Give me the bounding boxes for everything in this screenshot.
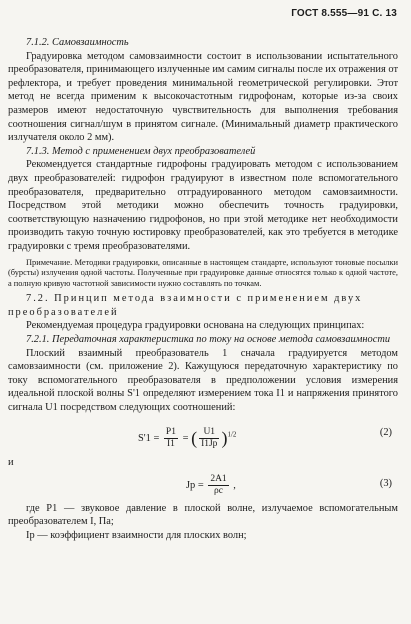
section-7-2-title: 7.2. Принцип метода взаимности с применением двух преобразователей — [8, 293, 363, 318]
formula-2-exponent: 1/2 — [227, 430, 237, 439]
formula-3-denominator: ρc — [214, 485, 223, 496]
section-7-1-3-title: 7.1.3. Метод с применением двух преобразователей — [26, 145, 256, 157]
formula-2-expression: S'1 = $\frac{P1}{I1}$ = ( $\frac{U1}{I1Jp}$ )$^{1/2}$ — [138, 426, 237, 449]
section-7-2-1-title: 7.2.1. Передаточная характеристика по току на основе метода самовзаимности — [26, 334, 391, 346]
formula-3 — [8, 468, 398, 502]
formula-2-frac2-denominator: I1Jp — [201, 438, 218, 449]
section-7-2-body: Рекомендуемая процедура градуировки основана на следующих принципах: — [26, 320, 365, 332]
formula-2-number: (2) — [379, 426, 392, 438]
page-content — [8, 36, 398, 542]
formula-3-comma: , — [233, 479, 236, 491]
formula-2-frac1-numerator: P1 — [165, 426, 176, 437]
formula-2-frac2-numerator: U1 — [199, 427, 219, 439]
formula-3-numerator: 2A1 — [210, 473, 227, 484]
formula-3-expression — [186, 474, 236, 497]
note: Примечание. Методики градуировки, описанные в настоящем стандарте, используют тоновые посылки (бурсты) излучения одной частоты. Полученные при градуировке данные относятся только к одной частоте, а полную кривую частотной зависимости нужно составлять по точкам. — [8, 257, 398, 288]
definition-ip: Ip — коэффициент взаимности для плоских волн; — [26, 529, 247, 541]
section-7-2-1-body: Плоский взаимный преобразователь 1 сначала градуируется методом самовзаимности (см. приложение 2). Кажущуюся передаточную характеристику по току вспомогательного преобразователя в предположении условия измерения идеальной плоской волны S'1 определяют измерением тока I1 и напряжения принятого сигнала U1 посредством следующих соотношений: — [8, 347, 398, 414]
formula-2 — [8, 415, 398, 455]
formula-2-equals: = — [182, 432, 189, 444]
formula-2-lhs: S'1 = — [138, 432, 160, 444]
section-7-1-3-body: Рекомендуется стандартные гидрофоны градуировать методом с использованием двух преобразователей: гидрофон градуируют в известном поле вспомогательного преобразователя, предварительно отградуированного методом самовзаимности. Посредством этой методики можно обеспечить точность градуировки, соответствующую назначению гидрофонов, но при этой методике нет необходимости производить такую точную юстировку преобразователей, как это требуется в методике градуировки с тремя преобразователями. — [8, 159, 398, 252]
formula-3-number: (3) — [379, 477, 392, 489]
formula-2-frac1-denominator: I1 — [166, 438, 175, 449]
formula-2-fraction-1 — [164, 427, 178, 450]
section-7-1-2-title: 7.1.2. Самовзаимность — [26, 37, 129, 48]
page-header: ГОСТ 8.555—91 С. 13 — [291, 8, 397, 19]
formula-3-lhs: Jp = — [186, 479, 204, 491]
formula-2-fraction-2 — [199, 427, 219, 450]
section-7-1-2-body: Градуировка методом самовзаимности состоит в использовании испытательного преобразователя, принимающего излученные им самим сигналы после их отражения от рефлектора, и требует проведения минимальной геометрической регулировки. Этот метод не всегда применим к высокочастотным гидрофонам, которые из-за своих размеров имеют недостаточную чувствительность для выполнения требования соотношения сигнал/шум в принятом сигнале. (Минимальный диаметр практического излучателя около 2 мм). — [8, 50, 398, 144]
definition-p1: где P1 — звуковое давление в плоской волне, излучаемое вспомогательным преобразователем I, Па; — [8, 502, 398, 528]
conjunction-and: и — [8, 456, 14, 468]
formula-3-fraction — [208, 474, 228, 497]
